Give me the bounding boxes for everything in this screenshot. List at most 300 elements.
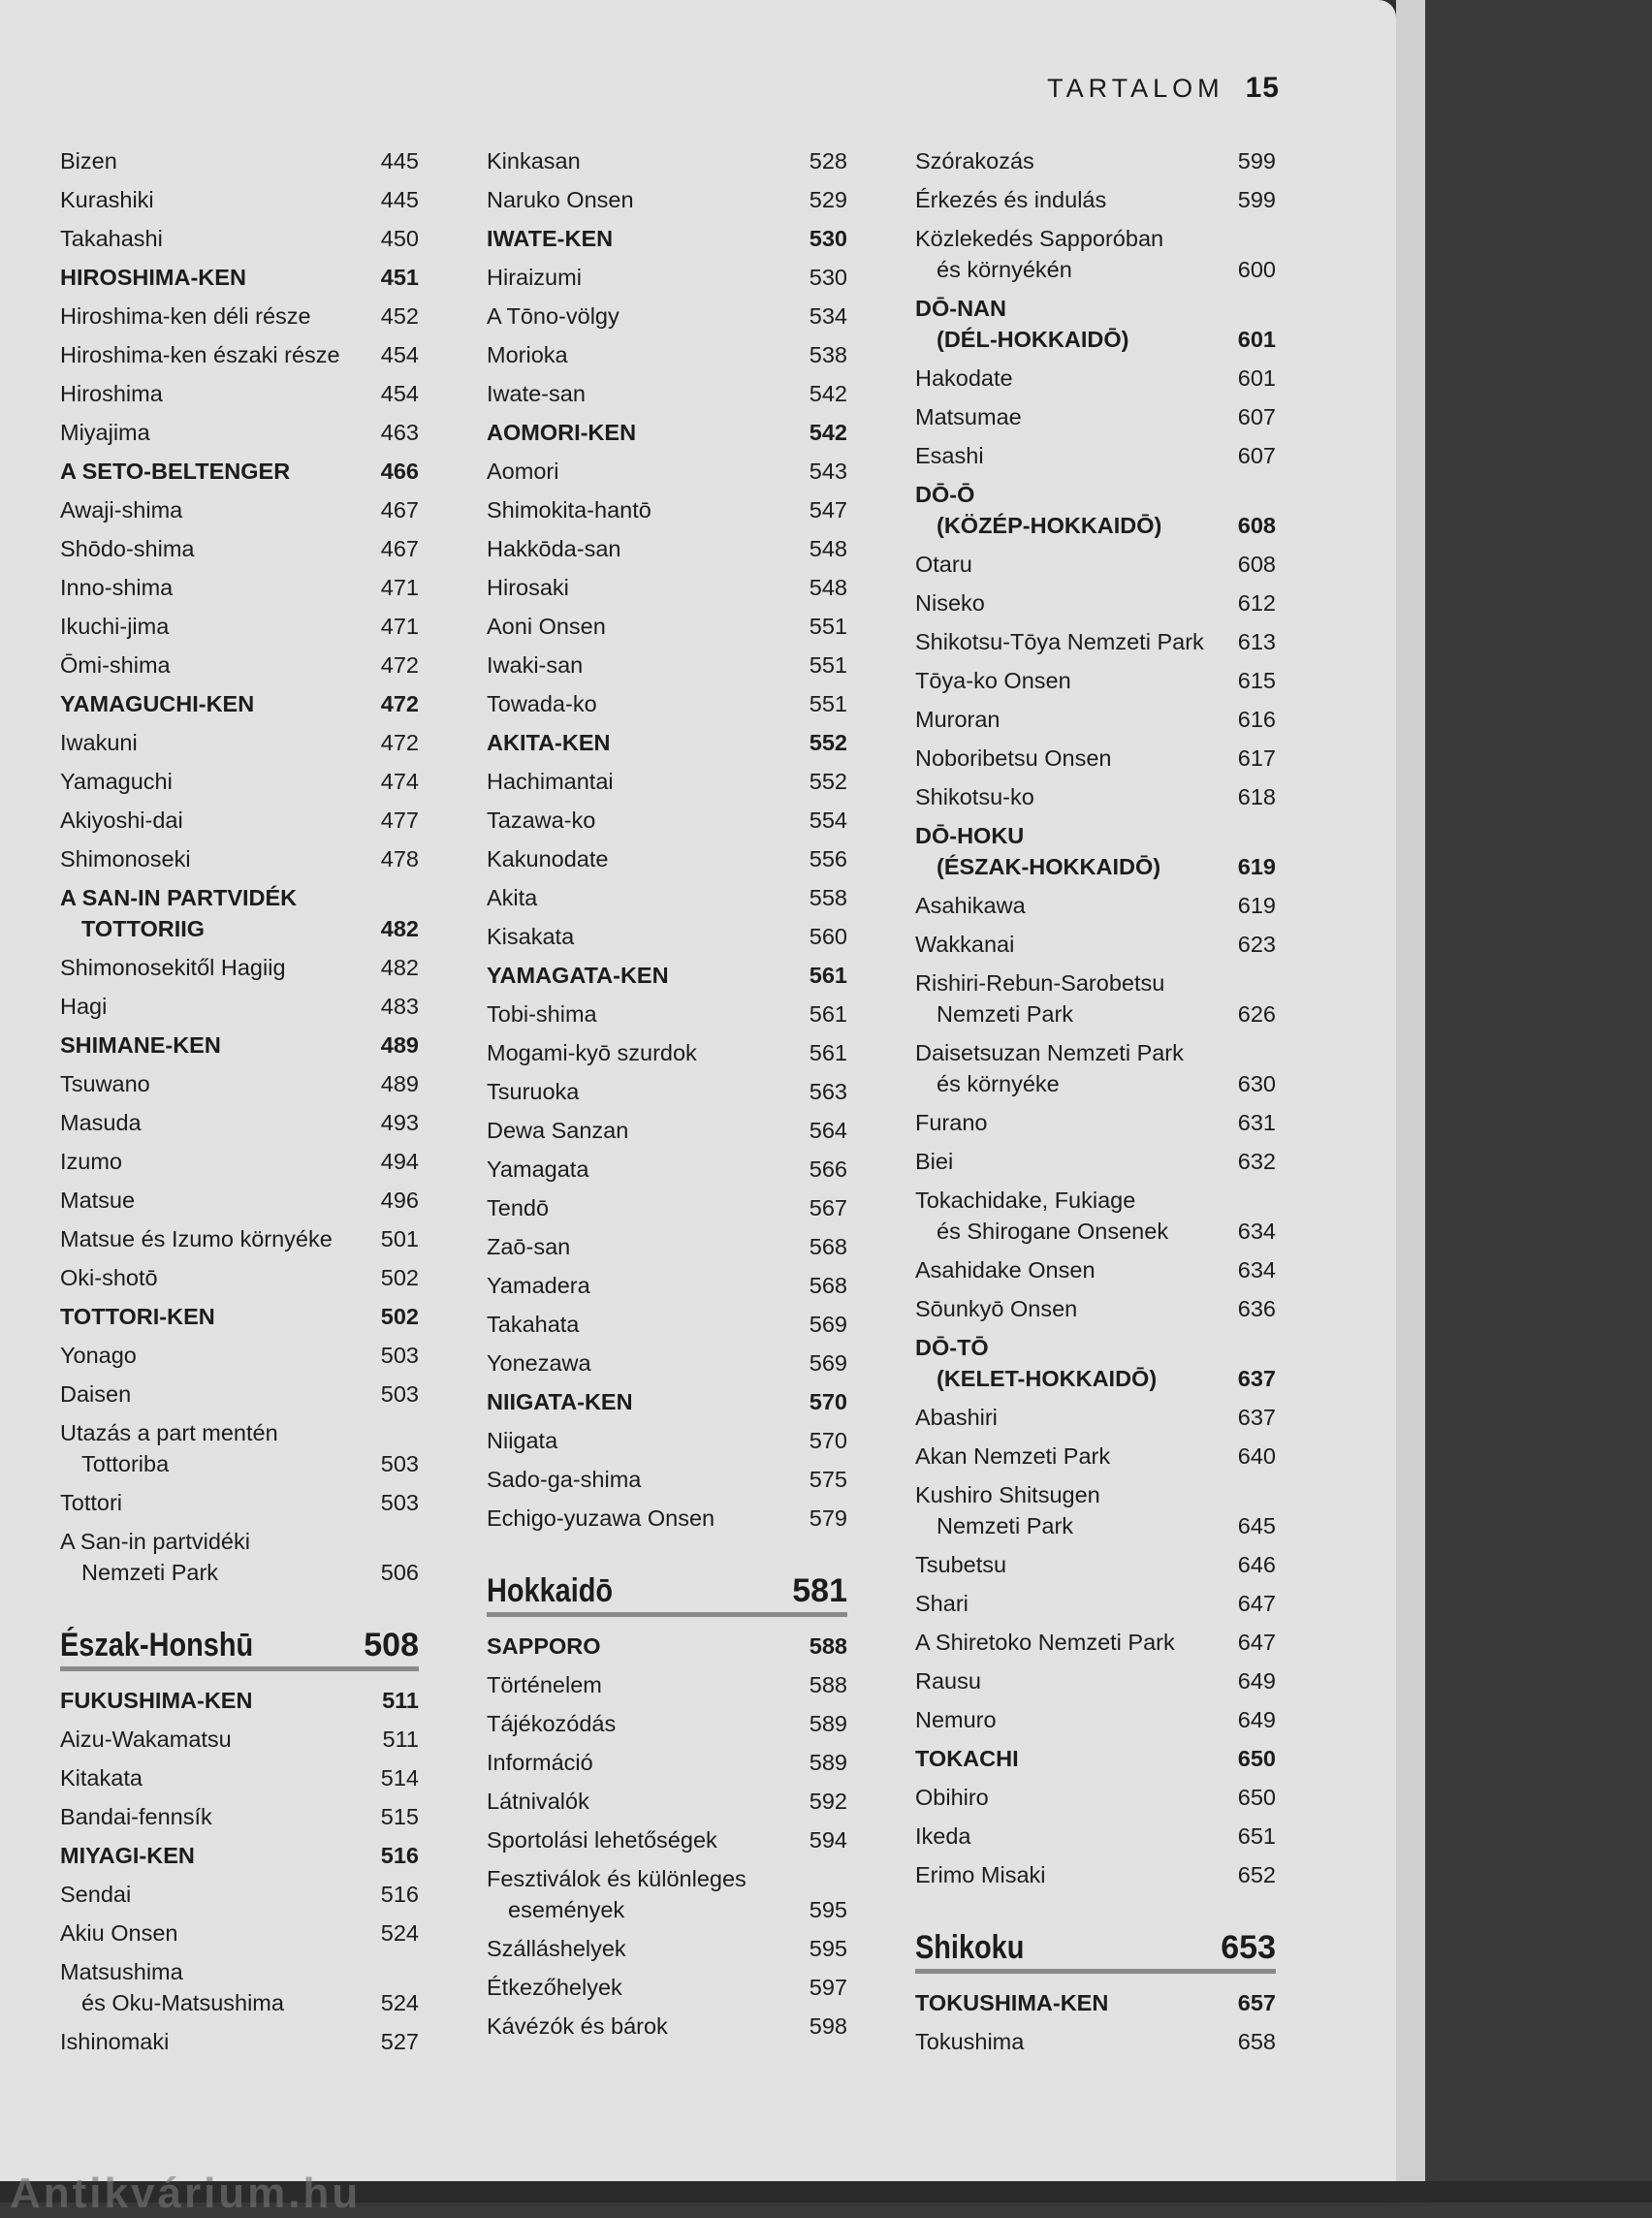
toc-entry-title-line: Bandai-fennsík [60,1804,212,1829]
toc-region-heading [60,456,419,487]
toc-entry-title [60,223,355,254]
toc-entry [487,339,847,370]
toc-entry-page-number: 634 [1237,1257,1276,1283]
toc-entry-title [487,301,783,332]
toc-entry [60,1956,419,2018]
toc-column-1 [60,145,419,2065]
toc-entry-title [60,1185,355,1216]
toc-entry [487,1270,847,1301]
toc-entry-title-line: Tsuwano [60,1071,150,1096]
toc-entry-title [60,991,355,1022]
toc-entry-title-line: Sado-ga-shima [487,1467,642,1492]
toc-entry-title-line: HIROSHIMA-KEN [60,265,246,290]
toc-entry-page-number: 601 [1237,365,1276,391]
toc-entry-title [487,727,783,758]
toc-entry-page-number: 588 [809,1633,847,1659]
toc-entry-title [487,1270,783,1301]
toc-entry-title [60,611,355,642]
toc-entry-title [60,1301,355,1332]
toc-entry-title [60,1068,355,1099]
toc-entry-page-number: 530 [809,226,847,251]
toc-entry-title-line: A Shiretoko Nemzeti Park [915,1630,1175,1655]
toc-entry [60,417,419,448]
toc-entry-page-number: 630 [1237,1071,1276,1096]
toc-entry-title-line: Sendai [60,1882,132,1907]
toc-entry [487,611,847,642]
toc-entry [487,1037,847,1068]
toc-entry-title-line: SAPPORO [487,1633,601,1659]
toc-entry-page-number: 613 [1237,629,1276,654]
toc-region-heading [60,1301,419,1332]
toc-entry-page-number: 467 [380,497,419,523]
toc-region-heading [915,1987,1276,2018]
toc-entry-title-line: Akiu Onsen [60,1920,178,1946]
toc-entry-page-number: 503 [380,1451,419,1476]
toc-entry-title [915,704,1212,735]
toc-entry-title-line: Kinkasan [487,148,581,174]
toc-entry-title-line: Sōunkyō Onsen [915,1296,1078,1321]
running-header-page: 15 [1245,72,1280,104]
toc-entry-title [60,1917,355,1949]
toc-entry-page-number: 472 [380,730,419,755]
toc-entry-title-line: Akiyoshi-dai [60,808,183,833]
toc-entry-title [915,929,1212,960]
toc-entry-page-number: 452 [380,303,419,329]
toc-entry-page-number: 551 [809,652,847,678]
toc-entry-page-number: 640 [1237,1443,1276,1469]
toc-entry-title-line: DŌ-NAN [915,296,1006,321]
toc-entry-page-number: 450 [380,226,419,251]
toc-entry-title-line: Kisakata [487,924,575,949]
toc-region-heading [487,223,847,254]
toc-entry [915,223,1276,285]
toc-entry-title [487,572,783,603]
toc-entry [60,1185,419,1216]
toc-entry [487,262,847,293]
toc-entry [915,440,1276,471]
toc-entry-page-number: 623 [1237,932,1276,957]
toc-entry-title-line: Asahikawa [915,893,1026,918]
toc-entry-title-line: Rausu [915,1668,981,1694]
toc-entry-title [60,339,355,370]
toc-entry-page-number: 502 [380,1304,419,1329]
toc-entry-title-line: Tobi-shima [487,1001,597,1027]
toc-entry-title-line: Kakunodate [487,846,609,871]
toc-entry-page-number: 503 [380,1343,419,1368]
toc-entry [60,1340,419,1371]
toc-entry-title-line: Furano [915,1110,988,1135]
toc-entry [915,1402,1276,1433]
toc-entry-page-number: 551 [809,614,847,639]
toc-entry-page-number: 650 [1237,1785,1276,1810]
toc-entry-title-line: Fesztiválok és különleges [487,1866,747,1891]
toc-entry [915,1782,1276,1813]
toc-entry-title [915,1859,1212,1890]
toc-entry-title [487,1786,783,1817]
toc-entry-title-line: Shikotsu-ko [915,784,1034,809]
toc-entry-title [487,1386,783,1417]
toc-entry [487,1933,847,1964]
toc-entry [487,1747,847,1778]
toc-entry-title-line: SHIMANE-KEN [60,1032,221,1058]
toc-entry [60,1107,419,1138]
toc-entry-page-number: 496 [380,1188,419,1213]
toc-entry-title-line: Aomori [487,459,559,484]
toc-entry [915,145,1276,176]
toc-entry-title [915,820,1212,882]
toc-entry-page-number: 516 [380,1882,419,1907]
toc-entry-title [487,1933,783,1964]
toc-entry-title [60,1840,355,1871]
toc-entry-title [60,262,355,293]
toc-entry [60,572,419,603]
toc-entry-page-number: 649 [1237,1707,1276,1732]
toc-entry [487,1972,847,2003]
toc-entry-title [487,1863,783,1925]
toc-region-heading [487,1386,847,1417]
toc-entry-title [915,1588,1212,1619]
toc-entry-title-line: Masuda [60,1110,142,1135]
toc-entry-page-number: 502 [380,1265,419,1290]
toc-entry-page-number: 650 [1237,1746,1276,1771]
toc-entry-page-number: 579 [809,1505,847,1531]
toc-entry [487,1464,847,1495]
toc-entry-title [915,1627,1212,1658]
toc-entry [915,2026,1276,2057]
toc-entry-title-line: Wakkanai [915,932,1015,957]
toc-entry-page-number: 581 [792,1572,847,1609]
toc-entry-title-line2: (KÖZÉP-HOKKAIDŌ) [937,513,1162,538]
toc-entry-page-number: 566 [809,1157,847,1182]
toc-entry-page-number: 466 [380,459,419,484]
toc-region-heading [487,960,847,991]
toc-entry-title [915,401,1212,432]
toc-entry [915,1146,1276,1177]
toc-entry [487,998,847,1030]
toc-region-heading [915,1332,1276,1394]
toc-entry-page-number: 599 [1237,187,1276,212]
toc-region-heading [487,1631,847,1662]
toc-entry [487,1425,847,1456]
toc-entry-title-line: Asahidake Onsen [915,1257,1096,1283]
toc-entry-title [915,1185,1212,1247]
toc-region-heading [915,1743,1276,1774]
toc-entry-page-number: 619 [1237,893,1276,918]
toc-entry [915,587,1276,618]
toc-entry-page-number: 570 [809,1428,847,1453]
toc-region-heading [60,1030,419,1061]
toc-entry-title-line: TOTTORI-KEN [60,1304,215,1329]
toc-entry-title [487,611,783,642]
toc-entry-title-line2: Nemzeti Park [937,1513,1074,1538]
toc-entry-page-number: 493 [380,1110,419,1135]
toc-entry-title [915,1402,1212,1433]
toc-section-heading [487,1572,847,1617]
toc-entry-title [915,1254,1212,1285]
toc-entry-page-number: 592 [809,1789,847,1814]
toc-entry [487,1076,847,1107]
toc-region-heading [487,727,847,758]
toc-entry-page-number: 527 [380,2029,419,2054]
toc-entry [487,378,847,409]
toc-entry-title [915,1665,1212,1696]
toc-entry-page-number: 563 [809,1079,847,1104]
toc-entry-page-number: 472 [380,652,419,678]
toc-entry-title-line: Hiraizumi [487,265,582,290]
toc-entry-title [60,1107,355,1138]
toc-entry-title-line: Niigata [487,1428,558,1453]
toc-entry-title-line: Szálláshelyek [487,1936,626,1961]
toc-entry [915,1037,1276,1099]
toc-entry-title [60,805,355,836]
toc-entry-title-line: A SAN-IN PARTVIDÉK [60,885,298,910]
toc-entry-title [487,184,783,215]
toc-entry-title-line: Hiroshima-ken déli része [60,303,311,329]
toc-entry [60,339,419,370]
toc-entry-title [60,1417,355,1479]
toc-entry-title [487,1747,783,1778]
toc-entry-title [60,1378,355,1410]
toc-entry-title [60,882,355,944]
toc-entry-title [915,967,1212,1030]
toc-entry-page-number: 494 [380,1149,419,1174]
toc-entry-page-number: 619 [1237,854,1276,879]
toc-entry-title-line: Információ [487,1750,593,1775]
toc-entry-title [487,1464,783,1495]
toc-entry-title-line: Niseko [915,590,985,616]
toc-entry-title [487,262,783,293]
toc-entry [487,2011,847,2042]
toc-entry-title-line: AKITA-KEN [487,730,611,755]
toc-entry-title-line: Ōmi-shima [60,652,171,678]
toc-entry-title-line: Kávézók és bárok [487,2013,668,2039]
toc-entry [60,611,419,642]
toc-entry-title [60,494,355,525]
toc-entry-page-number: 658 [1237,2029,1276,2054]
toc-entry-title-line: Kitakata [60,1765,143,1790]
toc-entry-title [60,1262,355,1293]
toc-entry [487,145,847,176]
toc-entry-page-number: 534 [809,303,847,329]
toc-entry-title [487,417,783,448]
toc-entry-title [487,339,783,370]
toc-entry-page-number: 607 [1237,443,1276,468]
toc-entry [60,494,419,525]
toc-entry-title-line: Rishiri-Rebun-Sarobetsu [915,970,1165,996]
toc-entry-title-line2: Tottoriba [81,1451,170,1476]
toc-column-2 [487,145,847,2049]
toc-entry [60,1146,419,1177]
toc-entry-page-number: 617 [1237,745,1276,771]
toc-entry-title-line: Erimo Misaki [915,1862,1046,1887]
toc-entry-title-line: Matsue és Izumo környéke [60,1226,333,1252]
toc-entry-title-line: Shimonoseki [60,846,191,871]
toc-entry-title-line: IWATE-KEN [487,226,614,251]
toc-entry-title [915,1929,1148,1967]
toc-entry-page-number: 528 [809,148,847,174]
toc-entry [60,1724,419,1755]
toc-entry-page-number: 598 [809,2013,847,2039]
toc-entry-title [915,1293,1212,1324]
toc-entry-title-line: Daisen [60,1381,132,1407]
toc-entry-page-number: 506 [380,1560,419,1585]
page-edge [1396,0,1425,2181]
toc-entry-title-line: Obihiro [915,1785,989,1810]
toc-entry-title [60,1956,355,2018]
toc-entry-page-number: 570 [809,1389,847,1414]
toc-entry-title [915,1782,1212,1813]
toc-entry-page-number: 511 [382,1727,419,1752]
toc-entry-title-line: Tsubetsu [915,1552,1007,1577]
toc-entry-title-line: Izumo [60,1149,122,1174]
toc-region-heading [60,688,419,719]
toc-entry-title-line2: és Shirogane Onsenek [937,1219,1169,1244]
toc-entry-title [60,727,355,758]
toc-entry [60,843,419,874]
toc-entry-title-line: DŌ-HOKU [915,823,1025,848]
toc-entry-title [915,1441,1212,1472]
toc-entry-title [915,1743,1212,1774]
toc-entry-title [60,145,355,176]
toc-entry-title-line: Oki-shotō [60,1265,158,1290]
toc-entry-title-line: Hiroshima [60,381,163,406]
toc-entry-page-number: 647 [1237,1630,1276,1655]
toc-entry-title-line2: TOTTORIIG [81,916,206,941]
toc-entry-title [487,1503,783,1534]
toc-entry [487,1708,847,1739]
toc-entry [60,952,419,983]
toc-entry-title-line: Iwakuni [60,730,138,755]
toc-entry [60,1378,419,1410]
toc-column-3 [915,145,1276,2065]
toc-entry-title-line: Észak-Honshū [60,1627,254,1664]
toc-entry-page-number: 543 [809,459,847,484]
toc-entry-page-number: 472 [380,691,419,716]
toc-entry-title [487,1824,783,1855]
toc-entry-title-line: A SETO-BELTENGER [60,459,291,484]
toc-entry-title [915,223,1212,285]
toc-entry-page-number: 515 [380,1804,419,1829]
toc-entry-title-line: Szórakozás [915,148,1034,174]
toc-entry-title [915,293,1212,355]
toc-entry-page-number: 511 [382,1688,419,1713]
toc-entry-title [915,743,1212,774]
toc-entry-title [915,184,1212,215]
toc-entry-title [915,549,1212,580]
toc-entry-title [60,1340,355,1371]
toc-entry-title [487,1309,783,1340]
toc-entry-title [487,688,783,719]
toc-entry-title-line: Takahata [487,1312,580,1337]
toc-entry-page-number: 467 [380,536,419,561]
toc-entry-page-number: 482 [380,955,419,980]
toc-entry [915,1293,1276,1324]
toc-entry-title-line: Tokushima [915,2029,1025,2054]
toc-entry-title-line: Matsue [60,1188,136,1213]
toc-entry-title-line: Hokkaidō [487,1572,614,1609]
toc-entry-title-line: Miyajima [60,420,150,445]
toc-entry-title [60,843,355,874]
toc-entry-title-line: Yamagata [487,1157,589,1182]
running-header [1047,72,1280,105]
toc-entry-title-line: Tottori [60,1490,122,1515]
toc-entry-page-number: 561 [809,1001,847,1027]
toc-entry-page-number: 548 [809,575,847,600]
toc-entry-title [487,1708,783,1739]
toc-entry-title [487,494,783,525]
toc-entry [487,843,847,874]
toc-entry-title [487,1231,783,1262]
toc-entry-page-number: 652 [1237,1862,1276,1887]
toc-entry-title-line: Kurashiki [60,187,154,212]
toc-entry [487,456,847,487]
toc-entry-page-number: 595 [809,1897,847,1922]
toc-section-heading [915,1929,1276,1974]
toc-entry-title-line: Inno-shima [60,575,174,600]
toc-entry-page-number: 601 [1237,327,1276,352]
toc-entry-title-line: Étkezőhelyek [487,1975,622,2000]
toc-entry-title-line: Tájékozódás [487,1711,617,1736]
toc-entry-title-line: Mogami-kyō szurdok [487,1040,697,1065]
toc-entry-page-number: 649 [1237,1668,1276,1694]
toc-entry [915,781,1276,812]
toc-entry-title [60,766,355,797]
toc-entry-title [487,1347,783,1378]
toc-entry-page-number: 657 [1237,1990,1276,2015]
toc-entry [915,184,1276,215]
toc-entry-title [60,1685,355,1716]
toc-entry-title [915,1107,1212,1138]
toc-entry-title-line: Naruko Onsen [487,187,634,212]
toc-entry-title-line: Shōdo-shima [60,536,195,561]
toc-entry-page-number: 560 [809,924,847,949]
toc-entry-title [487,2011,783,2042]
toc-entry-title-line: Akan Nemzeti Park [915,1443,1111,1469]
toc-entry-page-number: 647 [1237,1591,1276,1616]
toc-entry-page-number: 594 [809,1827,847,1853]
toc-entry-page-number: 542 [809,381,847,406]
toc-entry [487,1669,847,1700]
toc-entry-title [60,1146,355,1177]
toc-entry-title-line: Hagi [60,994,108,1019]
toc-entry-page-number: 646 [1237,1552,1276,1577]
toc-entry-title [60,456,355,487]
toc-entry-title-line: Esashi [915,443,984,468]
toc-entry-title-line: Noboribetsu Onsen [915,745,1112,771]
toc-entry [487,1503,847,1534]
toc-entry-title-line: Muroran [915,707,1001,732]
toc-entry [60,301,419,332]
toc-entry-page-number: 478 [380,846,419,871]
toc-entry-title [487,805,783,836]
toc-entry-title-line: Hirosaki [487,575,569,600]
toc-entry-title-line: TOKUSHIMA-KEN [915,1990,1109,2015]
toc-entry-title-line: MIYAGI-KEN [60,1843,195,1868]
toc-entry-title-line: Abashiri [915,1405,998,1430]
toc-entry [60,378,419,409]
toc-entry-title-line: Awaji-shima [60,497,183,523]
toc-entry-title-line: Közlekedés Sapporóban [915,226,1164,251]
toc-region-heading [60,882,419,944]
toc-entry-title-line: Nemuro [915,1707,997,1732]
toc-entry [915,1107,1276,1138]
toc-entry-page-number: 501 [380,1226,419,1252]
toc-entry-title [915,587,1212,618]
toc-entry [915,549,1276,580]
toc-entry-title-line: Tokachidake, Fukiage [915,1188,1136,1213]
toc-entry [915,1254,1276,1285]
toc-entry-page-number: 503 [380,1381,419,1407]
